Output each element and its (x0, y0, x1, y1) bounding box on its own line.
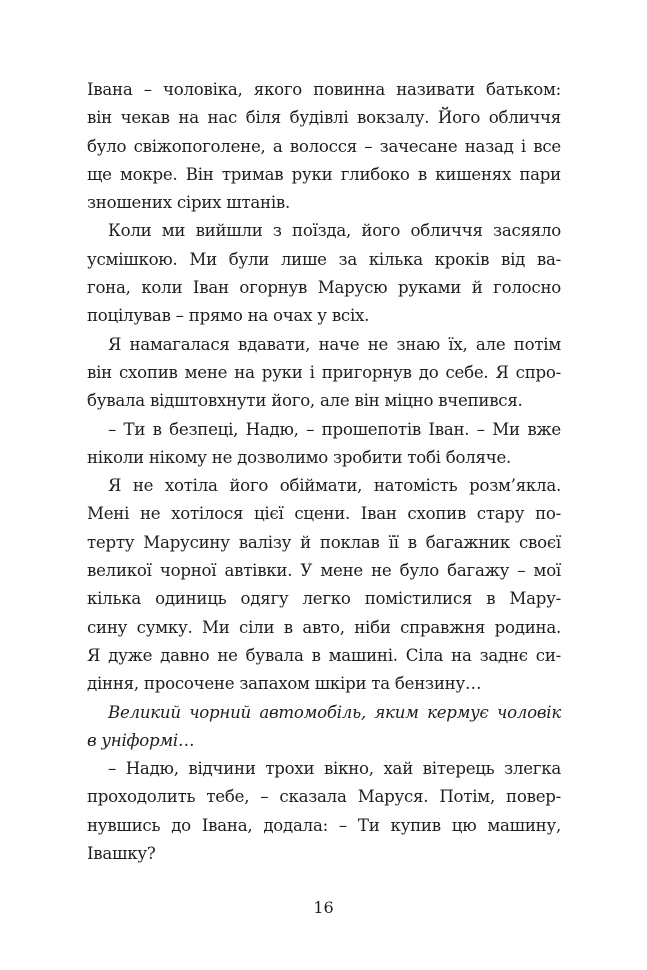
text-line: він схопив мене на руки і пригорнув до себе. Я спро- (87, 362, 561, 382)
text-line: зношених сірих штанів. (87, 193, 290, 213)
text-line: сину сумку. Ми сіли в авто, ніби справжня родина. (87, 617, 561, 637)
text-line: Я намагалася вдавати, наче не знаю їх, але потім (108, 334, 561, 354)
text-line: Івашку? (87, 844, 156, 864)
text-line: кілька одиниць одягу легко помістилися в Мару- (87, 589, 561, 609)
text-line: великої чорної автівки. У мене не було багажу – мої (87, 561, 561, 581)
italic-text-line: в уніформі… (87, 730, 195, 750)
text-line: нувшись до Івана, додала: – Ти купив цю машину, (87, 815, 561, 835)
text-line: було свіжопоголене, а волосся – зачесане назад і все (87, 136, 561, 156)
text-line: поцілував – прямо на очах у всіх. (87, 306, 370, 326)
italic-text-line: Великий чорний автомобіль, яким кермує чоловік (108, 702, 561, 722)
text-line: Івана – чоловіка, якого повинна називати батьком: (87, 80, 561, 99)
text-line: проходолить тебе, – сказала Маруся. Потім, повер- (87, 787, 561, 807)
text-line: ще мокре. Він тримав руки глибоко в кишенях пари (87, 164, 561, 184)
text-line: терту Марусину валізу й поклав її в багажник своєї (87, 532, 561, 552)
text-line: – Надю, відчини трохи вікно, хай вітерець злегка (108, 759, 561, 779)
text-line: Я не хотіла його обіймати, натомість розм’якла. (108, 476, 561, 496)
text-line: усмішкою. Ми були лише за кілька кроків від ва- (87, 249, 561, 269)
text-line: Коли ми вийшли з поїзда, його обличчя засяяло (108, 221, 561, 241)
text-line: гона, коли Іван огорнув Марусю руками й голосно (87, 278, 561, 298)
text-line: Я дуже давно не бувала в машині. Сіла на заднє си- (87, 645, 561, 665)
text-line: він чекав на нас біля будівлі вокзалу. Його обличчя (87, 108, 561, 128)
page-text (87, 76, 561, 868)
text-line: діння, просочене запахом шкіри та бензину… (87, 674, 482, 694)
text-line: бувала відштовхнути його, але він міцно вчепився. (87, 391, 523, 411)
text-line: Мені не хотілося цієї сцени. Іван схопив стару по- (87, 504, 561, 524)
text-line: – Ти в безпеці, Надю, – прошепотів Іван. – Ми вже (108, 419, 561, 439)
text-line: ніколи нікому не дозволимо зробити тобі боляче. (87, 447, 512, 467)
page-number: 16 (313, 898, 334, 917)
